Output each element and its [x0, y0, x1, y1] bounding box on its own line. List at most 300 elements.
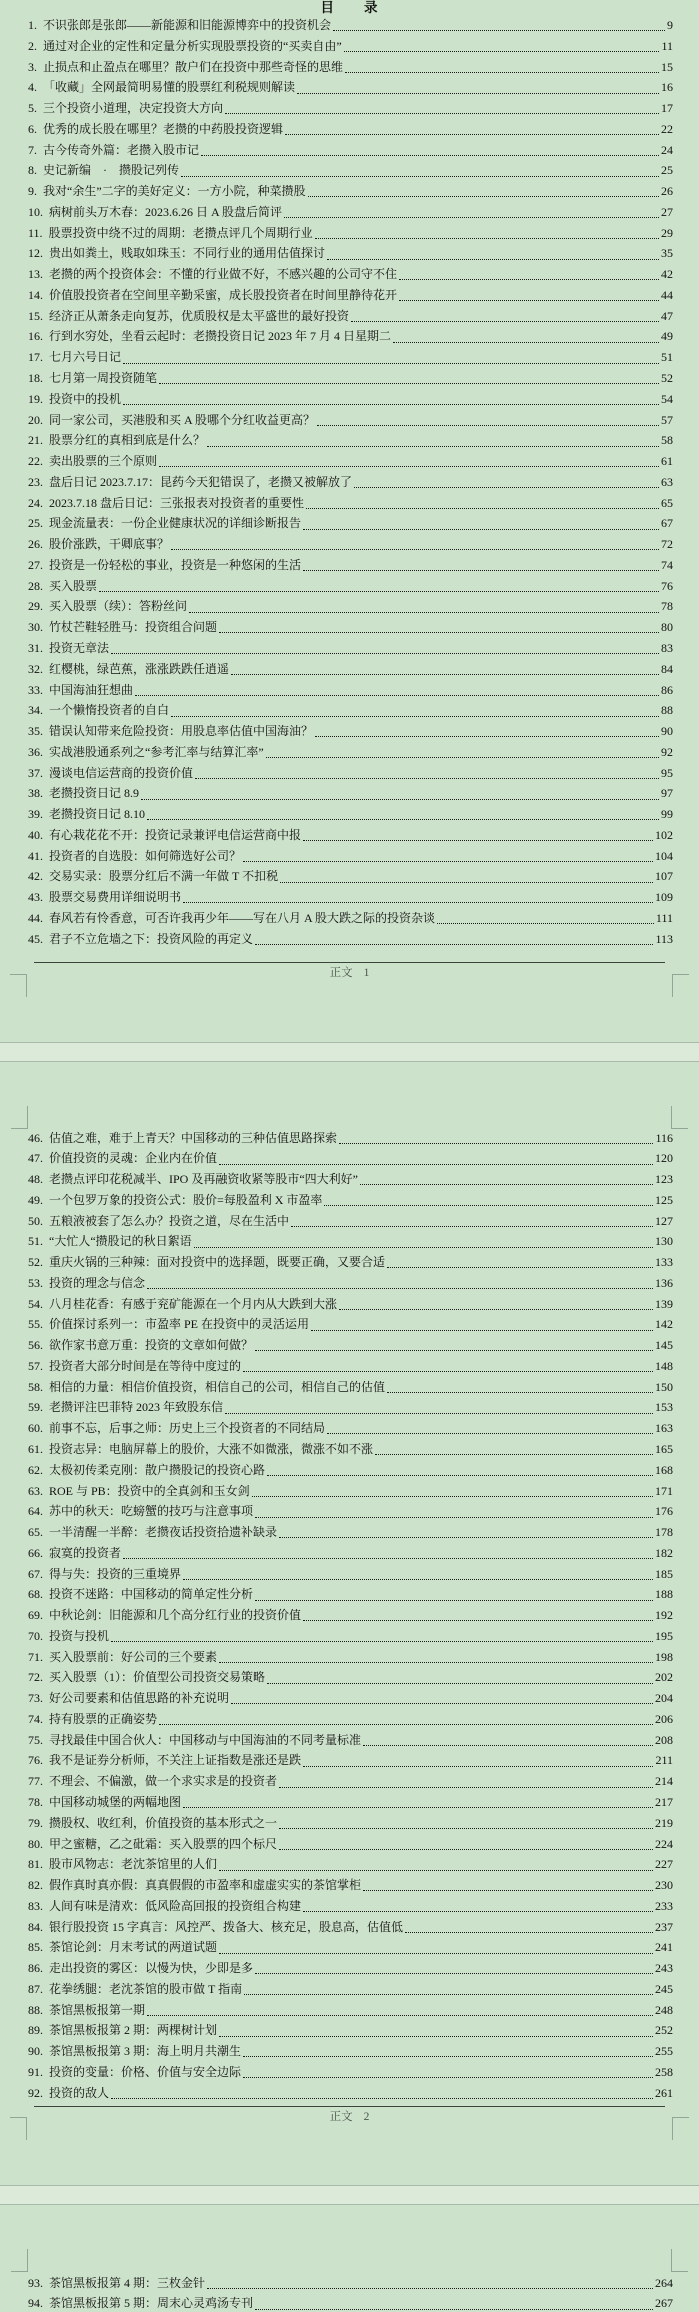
- toc-entry-page-number: 255: [655, 2044, 673, 2059]
- toc-entry-title: 投资不迷路：中国移动的简单定性分析: [49, 1587, 254, 1602]
- toc-leader-dots: [243, 861, 653, 862]
- toc-leader-dots: [344, 51, 660, 52]
- toc-leader-dots: [363, 1745, 653, 1746]
- toc-entry[interactable]: [0, 2020, 699, 2041]
- toc-list-page-1: [0, 15, 699, 949]
- toc-entry-page-number: 248: [655, 2002, 673, 2017]
- toc-leader-dots: [123, 363, 659, 364]
- toc-entry[interactable]: [0, 1937, 699, 1958]
- toc-leader-dots: [183, 1579, 653, 1580]
- toc-entry-number: 93.: [28, 2275, 43, 2290]
- toc-entry[interactable]: [0, 1750, 699, 1771]
- toc-entry-number: 69.: [28, 1608, 43, 1623]
- toc-entry[interactable]: [0, 1917, 699, 1938]
- toc-entry[interactable]: [0, 98, 699, 119]
- margin-crop-mark-icon: [671, 1106, 688, 1129]
- toc-leader-dots: [308, 196, 659, 197]
- toc-entry-title: 投资的变量：价格、价值与安全边际: [49, 2064, 242, 2079]
- toc-entry-page-number: 76: [661, 578, 673, 593]
- toc-entry-title: 茶馆论剑：月末考试的两道试题: [49, 1940, 218, 1955]
- toc-leader-dots: [255, 2309, 653, 2310]
- toc-entry[interactable]: [0, 680, 699, 701]
- toc-entry-page-number: 78: [661, 599, 673, 614]
- toc-entry-page-number: 104: [655, 848, 673, 863]
- toc-entry-page-number: 168: [655, 1462, 673, 1477]
- toc-entry-number: 78.: [28, 1795, 43, 1809]
- toc-entry-page-number: 47: [661, 308, 673, 323]
- toc-entry[interactable]: [0, 763, 699, 784]
- toc-entry[interactable]: [0, 368, 699, 389]
- toc-entry-page-number: 51: [661, 350, 673, 365]
- toc-entry-page-number: 54: [661, 391, 673, 406]
- toc-entry[interactable]: [0, 472, 699, 493]
- toc-entry[interactable]: [0, 410, 699, 431]
- toc-entry-number: 77.: [28, 1774, 43, 1789]
- toc-entry[interactable]: [0, 306, 699, 327]
- toc-entry[interactable]: [0, 908, 699, 929]
- toc-entry[interactable]: [0, 1460, 699, 1481]
- toc-entry-number: 60.: [28, 1421, 43, 1436]
- toc-entry[interactable]: [0, 493, 699, 514]
- toc-list-page-2: [0, 1062, 699, 2103]
- toc-entry-page-number: 267: [655, 2296, 673, 2311]
- toc-entry-title: 卖出股票的三个原则: [49, 454, 158, 469]
- toc-entry-page-number: 153: [655, 1400, 673, 1415]
- toc-entry[interactable]: [0, 1834, 699, 1855]
- toc-entry[interactable]: [0, 1169, 699, 1190]
- toc-entry-page-number: 211: [655, 1753, 673, 1768]
- toc-entry-number: 68.: [28, 1587, 43, 1602]
- footer-page-number: 1: [363, 967, 370, 980]
- toc-entry-page-number: 102: [655, 827, 673, 842]
- toc-entry-title: ROE 与 PB：投资中的全真剑和玉女剑: [49, 1483, 250, 1498]
- toc-entry[interactable]: [0, 846, 699, 867]
- toc-entry[interactable]: [0, 742, 699, 763]
- toc-leader-dots: [303, 1766, 653, 1767]
- toc-entry[interactable]: [0, 1854, 699, 1875]
- toc-entry-page-number: 99: [661, 807, 673, 822]
- margin-crop-mark-icon: [11, 2249, 28, 2272]
- toc-entry-number: 64.: [28, 1504, 43, 1519]
- toc-entry-title: 股价涨跌，干卿底事？: [49, 537, 170, 552]
- toc-entry-page-number: 84: [661, 661, 673, 676]
- toc-entry-page-number: 224: [655, 1836, 673, 1851]
- toc-entry[interactable]: [0, 783, 699, 804]
- toc-entry[interactable]: [0, 596, 699, 617]
- toc-entry[interactable]: [0, 223, 699, 244]
- toc-entry[interactable]: [0, 721, 699, 742]
- toc-entry-number: 19.: [28, 391, 43, 406]
- toc-entry[interactable]: [0, 1481, 699, 1502]
- toc-entry-number: 48.: [28, 1172, 43, 1187]
- toc-entry-page-number: 252: [655, 2023, 673, 2038]
- toc-entry[interactable]: [0, 825, 699, 846]
- toc-entry-page-number: 127: [655, 1213, 673, 1228]
- toc-entry[interactable]: [0, 1771, 699, 1792]
- toc-entry-page-number: 192: [655, 1608, 673, 1623]
- toc-entry[interactable]: [0, 2273, 699, 2294]
- page-gap: [0, 2185, 699, 2205]
- toc-entry-page-number: 241: [655, 1940, 673, 1955]
- toc-entry-title: 一个包罗万象的投资公式：股价=每股盈利 X 市盈率: [49, 1192, 323, 1207]
- toc-entry[interactable]: [0, 2000, 699, 2021]
- toc-entry-page-number: 52: [661, 371, 673, 386]
- toc-entry-title: 「收藏」全网最简明易懂的股票红利税规则解读: [43, 80, 296, 95]
- toc-entry-page-number: 165: [655, 1441, 673, 1456]
- toc-entry[interactable]: [0, 576, 699, 597]
- toc-entry-title: 七月六号日记: [49, 350, 122, 365]
- toc-entry[interactable]: [0, 1356, 699, 1377]
- toc-entry-number: 28.: [28, 578, 43, 593]
- toc-entry[interactable]: [0, 119, 699, 140]
- toc-entry-title: 甲之蜜糖，乙之砒霜：买入股票的四个标尺: [49, 1836, 278, 1851]
- toc-leader-dots: [360, 1184, 653, 1185]
- toc-entry[interactable]: [0, 555, 699, 576]
- toc-entry[interactable]: [0, 264, 699, 285]
- toc-entry[interactable]: [0, 36, 699, 57]
- toc-entry-page-number: 42: [661, 267, 673, 282]
- toc-entry-title: 股票交易费用详细说明书: [49, 890, 182, 905]
- toc-entry-number: 30.: [28, 620, 43, 635]
- toc-entry-title: 同一家公司，买港股和买 A 股哪个分红收益更高？: [49, 412, 316, 427]
- toc-entry[interactable]: [0, 1647, 699, 1668]
- toc-entry[interactable]: [0, 1397, 699, 1418]
- toc-leader-dots: [306, 508, 659, 509]
- toc-leader-dots: [399, 279, 659, 280]
- toc-entry-page-number: 11: [661, 38, 673, 53]
- toc-entry[interactable]: [0, 1667, 699, 1688]
- toc-entry-title: 重庆火锅的三种辣：面对投资中的选择题，既要正确，又要合适: [49, 1255, 386, 1270]
- toc-leader-dots: [266, 757, 659, 758]
- toc-entry-title: 攒股权、收红利，价值投资的基本形式之一: [49, 1815, 278, 1830]
- toc-entry-title: 老攒评注巴菲特 2023 年致股东信: [49, 1400, 224, 1415]
- toc-entry[interactable]: [0, 617, 699, 638]
- toc-leader-dots: [207, 2288, 653, 2289]
- toc-entry-page-number: 214: [655, 1774, 673, 1789]
- toc-entry-title: 通过对企业的定性和定量分析实现股票投资的“买卖自由”: [43, 38, 342, 53]
- toc-leader-dots: [255, 1973, 653, 1974]
- toc-entry[interactable]: [0, 2083, 699, 2104]
- toc-entry-page-number: 243: [655, 1961, 673, 1976]
- toc-leader-dots: [225, 113, 659, 114]
- toc-entry[interactable]: [0, 181, 699, 202]
- toc-entry[interactable]: [0, 700, 699, 721]
- toc-entry-number: 1.: [28, 18, 37, 32]
- toc-entry[interactable]: [0, 1584, 699, 1605]
- toc-leader-dots: [194, 1247, 653, 1248]
- toc-leader-dots: [303, 840, 653, 841]
- toc-entry[interactable]: [0, 451, 699, 472]
- toc-leader-dots: [284, 217, 659, 218]
- toc-entry-number: 32.: [28, 661, 43, 676]
- toc-entry-number: 73.: [28, 1691, 43, 1706]
- toc-entry-title: 不识张郎是张郎——新能源和旧能源博弈中的投资机会: [43, 18, 332, 32]
- toc-leader-dots: [201, 155, 659, 156]
- toc-leader-dots: [111, 2098, 653, 2099]
- toc-entry[interactable]: [0, 1875, 699, 1896]
- toc-entry[interactable]: [0, 1709, 699, 1730]
- toc-entry[interactable]: [0, 659, 699, 680]
- toc-entry-number: 59.: [28, 1400, 43, 1415]
- toc-entry-page-number: 111: [655, 910, 673, 925]
- toc-entry-page-number: 92: [661, 744, 673, 759]
- toc-entry-page-number: 25: [661, 163, 673, 178]
- toc-leader-dots: [181, 176, 659, 177]
- toc-entry[interactable]: [0, 1522, 699, 1543]
- toc-entry-number: 22.: [28, 454, 43, 469]
- toc-leader-dots: [345, 72, 659, 73]
- toc-entry[interactable]: [0, 1543, 699, 1564]
- toc-entry-number: 82.: [28, 1878, 43, 1893]
- toc-leader-dots: [327, 1433, 653, 1434]
- toc-entry-number: 27.: [28, 557, 43, 572]
- toc-leader-dots: [255, 944, 653, 945]
- toc-entry[interactable]: [0, 1501, 699, 1522]
- toc-entry[interactable]: [0, 1688, 699, 1709]
- toc-entry[interactable]: [0, 1252, 699, 1273]
- page-gap: [0, 1042, 699, 1062]
- toc-entry[interactable]: [0, 1813, 699, 1834]
- toc-entry-number: 61.: [28, 1441, 43, 1456]
- toc-leader-dots: [279, 1537, 653, 1538]
- toc-entry-title: 买入股票前：好公司的三个要素: [49, 1649, 218, 1664]
- toc-entry-title: 投资与投机: [49, 1628, 110, 1643]
- toc-entry-title: 五粮液被套了怎么办？投资之道，尽在生活中: [49, 1213, 290, 1228]
- toc-entry-title: 漫谈电信运营商的投资价值: [49, 765, 194, 780]
- toc-entry-number: 39.: [28, 807, 43, 822]
- toc-entry-page-number: 29: [661, 225, 673, 240]
- toc-entry[interactable]: [0, 1730, 699, 1751]
- toc-list-page-3: [0, 2205, 699, 2312]
- toc-entry-page-number: 44: [661, 287, 673, 302]
- toc-entry[interactable]: [0, 1626, 699, 1647]
- toc-leader-dots: [399, 300, 659, 301]
- toc-entry-number: 65.: [28, 1525, 43, 1540]
- toc-entry-title: “大忙人“攒股记的秋日絮语: [49, 1234, 192, 1249]
- toc-entry[interactable]: [0, 866, 699, 887]
- toc-entry-page-number: 120: [655, 1151, 673, 1166]
- toc-entry[interactable]: [0, 430, 699, 451]
- toc-entry-title: 古今传奇外篇：老攒入股市记: [43, 142, 200, 157]
- toc-entry[interactable]: [0, 1605, 699, 1626]
- toc-entry[interactable]: [0, 513, 699, 534]
- toc-entry[interactable]: [0, 389, 699, 410]
- toc-entry[interactable]: [0, 1190, 699, 1211]
- toc-entry[interactable]: [0, 326, 699, 347]
- toc-leader-dots: [437, 923, 654, 924]
- toc-entry-number: 66.: [28, 1545, 43, 1560]
- toc-entry[interactable]: [0, 1896, 699, 1917]
- toc-leader-dots: [219, 1662, 653, 1663]
- toc-entry-title: 中国海油狂想曲: [49, 682, 134, 697]
- toc-entry-number: 34.: [28, 703, 43, 718]
- toc-entry-page-number: 116: [655, 1130, 673, 1145]
- toc-entry-page-number: 86: [661, 682, 673, 697]
- toc-entry-number: 44.: [28, 910, 43, 925]
- toc-leader-dots: [159, 383, 659, 384]
- toc-entry[interactable]: [0, 57, 699, 78]
- toc-entry-number: 14.: [28, 287, 43, 302]
- toc-entry[interactable]: [0, 1294, 699, 1315]
- toc-entry[interactable]: [0, 347, 699, 368]
- toc-entry-title: 实战港股通系列之“参考汇率与结算汇率”: [49, 744, 264, 759]
- toc-entry-title: 投资中的投机: [49, 391, 122, 406]
- toc-leader-dots: [219, 1164, 653, 1165]
- toc-entry[interactable]: [0, 285, 699, 306]
- toc-entry-number: 13.: [28, 267, 43, 282]
- toc-entry[interactable]: [0, 1979, 699, 2000]
- toc-entry-number: 72.: [28, 1670, 43, 1685]
- toc-leader-dots: [244, 1994, 653, 1995]
- toc-entry[interactable]: [0, 1211, 699, 1232]
- toc-leader-dots: [147, 819, 659, 820]
- toc-entry-number: 87.: [28, 1981, 43, 1996]
- toc-entry-number: 50.: [28, 1213, 43, 1228]
- toc-entry-page-number: 237: [655, 1919, 673, 1934]
- toc-entry[interactable]: [0, 2293, 699, 2312]
- toc-entry-title: 太极初传柔克刚：散户攒股记的投资心路: [49, 1462, 266, 1477]
- toc-leader-dots: [280, 882, 653, 883]
- toc-entry-page-number: 264: [655, 2275, 673, 2290]
- toc-entry-page-number: 123: [655, 1172, 673, 1187]
- toc-entry[interactable]: [0, 15, 699, 36]
- toc-entry[interactable]: [0, 1148, 699, 1169]
- toc-entry[interactable]: [0, 1314, 699, 1335]
- toc-leader-dots: [339, 1309, 653, 1310]
- toc-entry-number: 57.: [28, 1358, 43, 1373]
- toc-entry[interactable]: [0, 140, 699, 161]
- margin-crop-mark-icon: [672, 974, 689, 997]
- page-3: [0, 2205, 699, 2312]
- margin-crop-mark-icon: [672, 2117, 689, 2140]
- toc-entry-number: 46.: [28, 1130, 43, 1145]
- toc-entry-title: 茶馆黑板报第 4 期：三枚金针: [49, 2275, 206, 2290]
- toc-entry-title: 股市风物志：老沈茶馆里的人们: [49, 1857, 218, 1872]
- toc-entry-title: 茶馆黑板报第 3 期：海上明月共潮生: [49, 2044, 242, 2059]
- toc-leader-dots: [135, 695, 659, 696]
- toc-entry-title: 买入股票（1）：价值型公司投资交易策略: [49, 1670, 266, 1685]
- toc-entry[interactable]: [0, 929, 699, 950]
- toc-entry[interactable]: [0, 1377, 699, 1398]
- toc-entry-number: 62.: [28, 1462, 43, 1477]
- toc-leader-dots: [375, 1454, 653, 1455]
- toc-entry-page-number: 163: [655, 1421, 673, 1436]
- toc-entry[interactable]: [0, 804, 699, 825]
- toc-entry[interactable]: [0, 243, 699, 264]
- toc-entry[interactable]: [0, 202, 699, 223]
- toc-entry[interactable]: [0, 1128, 699, 1149]
- toc-entry[interactable]: [0, 1439, 699, 1460]
- toc-entry-title: 君子不立危墙之下：投资风险的再定义: [49, 931, 254, 946]
- toc-entry-title: 花拳绣腿：老沈茶馆的股市做 T 指南: [49, 1981, 243, 1996]
- toc-entry[interactable]: [0, 1231, 699, 1252]
- toc-entry-title: 价值探讨系列一：市盈率 PE 在投资中的灵活运用: [49, 1317, 310, 1332]
- toc-entry[interactable]: [0, 1335, 699, 1356]
- toc-leader-dots: [219, 1870, 653, 1871]
- toc-entry[interactable]: [0, 2062, 699, 2083]
- toc-entry-page-number: 204: [655, 1691, 673, 1706]
- toc-entry-number: 16.: [28, 329, 43, 344]
- toc-entry-number: 80.: [28, 1836, 43, 1851]
- toc-leader-dots: [159, 1724, 653, 1725]
- toc-entry-number: 45.: [28, 931, 43, 946]
- toc-leader-dots: [147, 2015, 653, 2016]
- toc-leader-dots: [324, 1205, 653, 1206]
- toc-entry-page-number: 9: [667, 18, 673, 32]
- toc-leader-dots: [231, 1703, 653, 1704]
- toc-entry-number: 91.: [28, 2064, 43, 2079]
- toc-leader-dots: [219, 1953, 653, 1954]
- toc-leader-dots: [231, 674, 659, 675]
- toc-entry-page-number: 58: [661, 433, 673, 448]
- toc-entry-title: 投资者大部分时间是在等待中度过的: [49, 1358, 242, 1373]
- toc-entry[interactable]: [0, 534, 699, 555]
- toc-entry-page-number: 90: [661, 724, 673, 739]
- toc-entry-page-number: 61: [661, 454, 673, 469]
- page-footer: [0, 963, 699, 981]
- toc-entry-number: 53.: [28, 1275, 43, 1290]
- toc-entry-page-number: 150: [655, 1379, 673, 1394]
- toc-entry-number: 38.: [28, 786, 43, 801]
- toc-entry-number: 24.: [28, 495, 43, 510]
- footer-page-number: 2: [363, 2111, 370, 2124]
- toc-entry-page-number: 35: [661, 246, 673, 261]
- toc-entry-title: 错误认知带来危险投资：用股息率估值中国海油？: [49, 724, 314, 739]
- toc-leader-dots: [363, 1890, 653, 1891]
- toc-entry-title: 银行股投资 15 字真言：风控严、拨备大、核充足，股息高，估值低: [49, 1919, 404, 1934]
- margin-crop-mark-icon: [671, 2249, 688, 2272]
- toc-entry[interactable]: [0, 1273, 699, 1294]
- toc-entry-number: 36.: [28, 744, 43, 759]
- toc-entry-number: 37.: [28, 765, 43, 780]
- toc-entry[interactable]: [0, 1958, 699, 1979]
- toc-entry-title: 行到水穷处，坐看云起时：老攒投资日记 2023 年 7 月 4 日星期二: [49, 329, 392, 344]
- toc-entry[interactable]: [0, 160, 699, 181]
- toc-entry-title: 交易实录：股票分红后不满一年做 T 不扣税: [49, 869, 279, 884]
- toc-entry[interactable]: [0, 638, 699, 659]
- toc-entry[interactable]: [0, 887, 699, 908]
- toc-entry-title: 一半清醒一半醉：老攒夜话投资拾遗补缺录: [49, 1525, 278, 1540]
- toc-entry-page-number: 258: [655, 2064, 673, 2079]
- toc-leader-dots: [303, 570, 659, 571]
- toc-entry-number: 17.: [28, 350, 43, 365]
- toc-entry-number: 49.: [28, 1192, 43, 1207]
- toc-entry[interactable]: [0, 2041, 699, 2062]
- toc-leader-dots: [354, 487, 659, 488]
- toc-entry[interactable]: [0, 1418, 699, 1439]
- margin-crop-mark-icon: [10, 2117, 27, 2140]
- toc-entry-title: 老攒的两个投资体会：不懂的行业做不好，不感兴趣的公司守不住: [49, 267, 398, 282]
- toc-leader-dots: [267, 1683, 653, 1684]
- toc-entry-title: 投资无章法: [49, 640, 110, 655]
- toc-leader-dots: [387, 1267, 653, 1268]
- toc-entry-page-number: 109: [655, 890, 673, 905]
- toc-leader-dots: [327, 259, 659, 260]
- toc-entry-number: 11.: [28, 225, 43, 240]
- toc-entry-title: 老攒投资日记 8.10: [49, 807, 146, 822]
- toc-entry-number: 74.: [28, 1711, 43, 1726]
- toc-entry[interactable]: [0, 77, 699, 98]
- toc-entry-title: 估值之难，难于上青天？中国移动的三种估值思路探索: [49, 1130, 338, 1145]
- toc-entry-number: 81.: [28, 1857, 43, 1872]
- toc-entry-number: 94.: [28, 2296, 43, 2311]
- toc-entry-page-number: 88: [661, 703, 673, 718]
- toc-entry[interactable]: [0, 1792, 699, 1813]
- toc-entry-page-number: 49: [661, 329, 673, 344]
- toc-entry[interactable]: [0, 1564, 699, 1585]
- toc-entry-page-number: 133: [655, 1255, 673, 1270]
- toc-entry-title: 2023.7.18 盘后日记：三张报表对投资者的重要性: [49, 495, 305, 510]
